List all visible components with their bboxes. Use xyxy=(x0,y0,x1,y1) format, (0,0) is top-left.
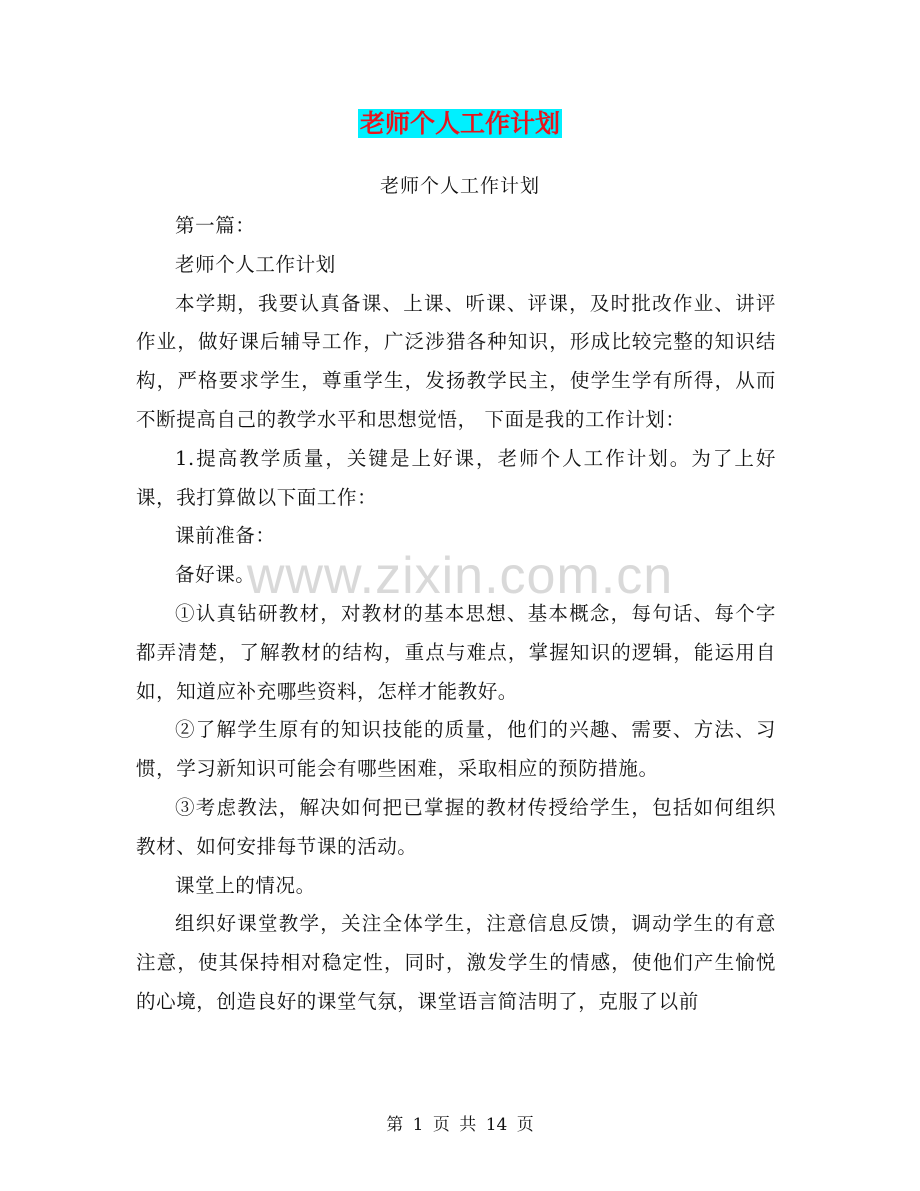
paragraph: ②了解学生原有的知识技能的质量，他们的兴趣、需要、方法、习惯，学习新知识可能会有哪些困难，采取相应的预防措施。 xyxy=(136,718,776,781)
paragraph: 本学期，我要认真备课、上课、听课、评课，及时批改作业、讲评作业，做好课后辅导工作，广泛涉猎各种知识，形成比较完整的知识结构，严格要求学生，尊重学生，发扬教学民主，使学生学有所得，从而不断提高自己的教学水平和思想觉悟， 下面是我的工作计划： xyxy=(136,291,776,431)
document-body xyxy=(136,207,776,1022)
paragraph: 1.提高教学质量，关键是上好课，老师个人工作计划。为了上好课，我打算做以下面工作： xyxy=(136,446,776,509)
watermark: www.zixin.com.cn xyxy=(246,547,674,605)
paragraph: ①认真钻研教材，对教材的基本思想、基本概念，每句话、每个字都弄清楚，了解教材的结构，重点与难点，掌握知识的逻辑，能运用自如，知道应补充哪些资料，怎样才能教好。 xyxy=(136,601,776,703)
paragraph: 课堂上的情况。 xyxy=(175,873,316,897)
paragraph: 备好课。 xyxy=(175,563,256,587)
document-title-text: 老师个人工作计划 xyxy=(359,109,560,138)
document-title xyxy=(0,106,920,142)
paragraph: 课前准备： xyxy=(175,524,276,548)
paragraph: 老师个人工作计划 xyxy=(175,252,336,276)
paragraph: 第一篇： xyxy=(175,214,256,237)
page-footer: 第 1 页 共 14 页 xyxy=(386,1115,534,1135)
paragraph: 组织好课堂教学，关注全体学生，注意信息反馈，调动学生的有意注意，使其保持相对稳定性，同时，激发学生的情感，使他们产生愉悦的心境，创造良好的课堂气氛，课堂语言简洁明了，克服了以前 xyxy=(136,912,776,1013)
paragraph: ③考虑教法，解决如何把已掌握的教材传授给学生，包括如何组织教材、如何安排每节课的活动。 xyxy=(136,795,776,858)
document-subtitle: 老师个人工作计划 xyxy=(379,175,540,197)
